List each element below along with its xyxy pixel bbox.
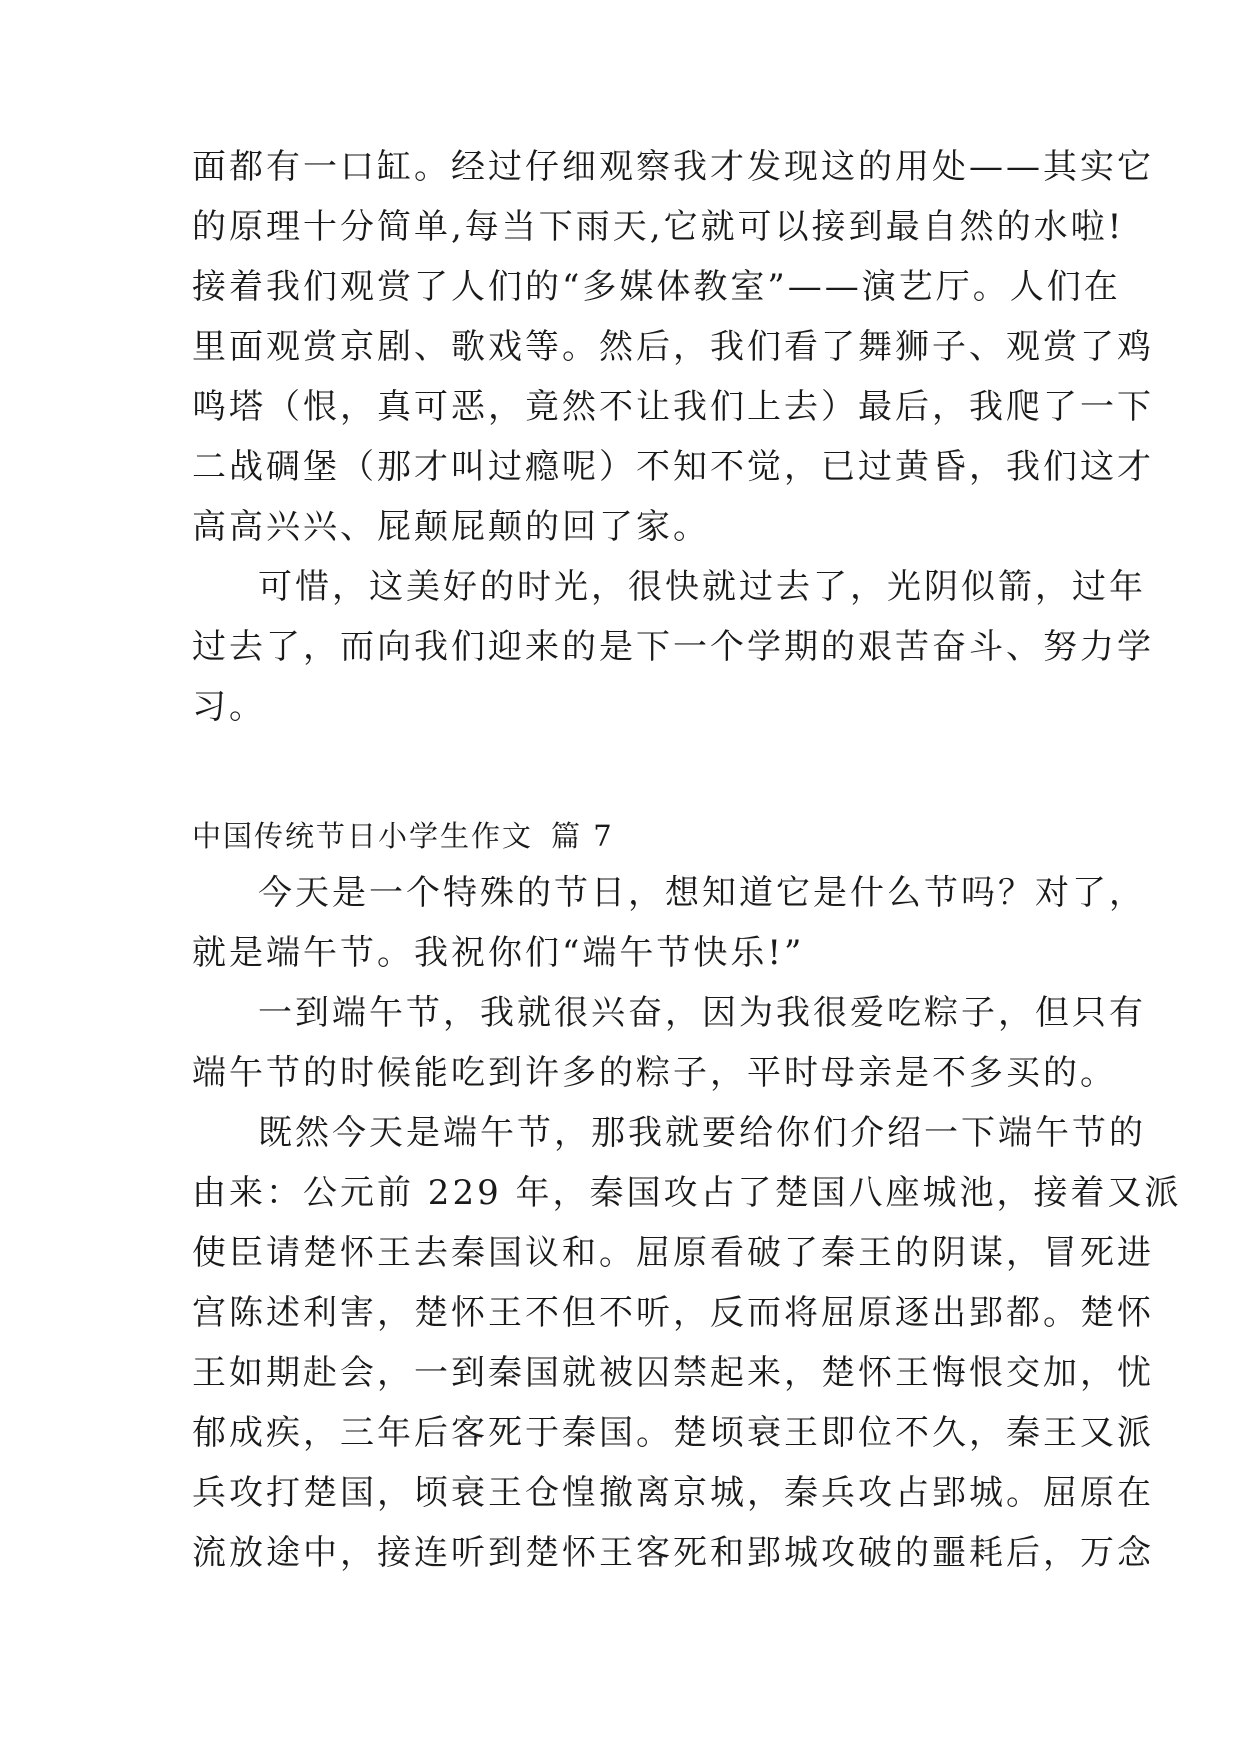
paragraph-1	[192, 137, 1154, 557]
text-line: 就是端午节。我祝你们“端午节快乐!”	[192, 933, 805, 973]
text-line: 鸣塔（恨，真可恶，竟然不让我们上去）最后，我爬了一下	[192, 387, 1154, 427]
text-line: 一到端午节，我就很兴奋，因为我很爱吃粽子，但只有	[258, 993, 1146, 1033]
text-line: 流放途中，接连听到楚怀王客死和郢城攻破的噩耗后，万念	[192, 1533, 1154, 1573]
text-line: 的原理十分简单,每当下雨天,它就可以接到最自然的水啦!	[192, 207, 1125, 247]
document-page	[192, 137, 1182, 1583]
text-line: 王如期赴会，一到秦国就被囚禁起来，楚怀王悔恨交加，忧	[192, 1353, 1154, 1393]
text-line: 习。	[192, 687, 266, 727]
text-line: 由来：公元前 229 年，秦国攻占了楚国八座城池，接着又派	[192, 1173, 1182, 1213]
text-line: 兵攻打楚国，顷衰王仓惶撤离京城，秦兵攻占郢城。屈原在	[192, 1473, 1154, 1513]
text-line: 里面观赏京剧、歌戏等。然后，我们看了舞狮子、观赏了鸡	[192, 327, 1154, 367]
text-line: 宫陈述利害，楚怀王不但不听，反而将屈原逐出郢都。楚怀	[192, 1293, 1154, 1333]
text-line: 过去了，而向我们迎来的是下一个学期的艰苦奋斗、努力学	[192, 627, 1154, 667]
text-line: 端午节的时候能吃到许多的粽子，平时母亲是不多买的。	[192, 1053, 1117, 1093]
paragraph-2	[192, 557, 1154, 737]
text-line: 既然今天是端午节，那我就要给你们介绍一下端午节的	[258, 1113, 1146, 1153]
text-line: 郁成疾，三年后客死于秦国。楚顷衰王即位不久，秦王又派	[192, 1413, 1154, 1453]
paragraph-3	[192, 863, 1146, 983]
section-heading	[192, 809, 1052, 863]
text-line: 接着我们观赏了人们的“多媒体教室”——演艺厅。人们在	[192, 267, 1121, 307]
text-line: 使臣请楚怀王去秦国议和。屈原看破了秦王的阴谋，冒死进	[192, 1233, 1154, 1273]
text-line: 今天是一个特殊的节日，想知道它是什么节吗？对了，	[258, 873, 1146, 913]
heading-number: 篇 7	[551, 819, 614, 853]
paragraph-5	[192, 1103, 1182, 1583]
text-line: 可惜，这美好的时光，很快就过去了，光阴似箭，过年	[258, 567, 1146, 607]
text-line: 二战碉堡（那才叫过瘾呢）不知不觉，已过黄昏，我们这才	[192, 447, 1154, 487]
paragraph-4	[192, 983, 1146, 1103]
heading-title: 中国传统节日小学生作文	[192, 819, 534, 853]
text-line: 面都有一口缸。经过仔细观察我才发现这的用处——其实它	[192, 147, 1154, 187]
text-line: 高高兴兴、屁颠屁颠的回了家。	[192, 507, 710, 547]
